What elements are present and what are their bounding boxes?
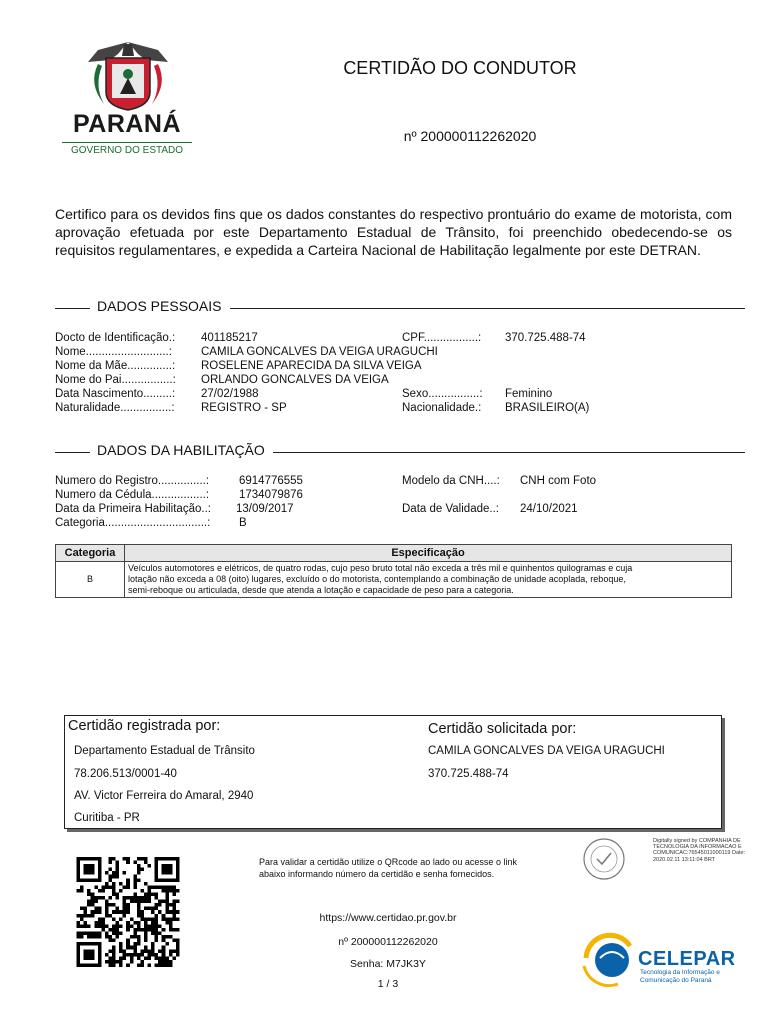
section-dados-habilitacao	[55, 442, 745, 462]
cpf-value: 370.725.488-74	[505, 332, 586, 344]
row-especificacao	[125, 562, 732, 598]
digital-signature-seal-icon	[582, 837, 626, 881]
naturalidade-label: Naturalidade................:	[55, 402, 175, 414]
footer-certificate-number: nº 200000112262020	[338, 936, 438, 948]
pai-value: ORLANDO GONCALVES DA VEIGA	[201, 374, 389, 386]
parana-coat-of-arms-icon	[58, 40, 198, 158]
nome-value: CAMILA GONCALVES DA VEIGA URAGUCHI	[201, 346, 438, 358]
section-dados-pessoais	[55, 298, 745, 318]
mae-label: Nome da Mãe..............:	[55, 360, 176, 372]
registro-label: Numero do Registro...............:	[55, 475, 210, 487]
registrada-line: 78.206.513/0001-40	[74, 768, 177, 780]
solicitada-line: CAMILA GONCALVES DA VEIGA URAGUCHI	[428, 745, 665, 757]
col-categoria-header: Categoria	[56, 545, 125, 562]
validation-instructions: Para validar a certidão utilize o QRcode ao lado ou acesse o link abaixo informando número da certidão e senha fornecidos.	[259, 857, 517, 879]
pai-label: Nome do Pai................:	[55, 374, 176, 386]
validade-label: Data de Validade..:	[402, 503, 499, 515]
cpf-label: CPF.................:	[402, 332, 482, 344]
primeira-habilitacao-label: Data da Primeira Habilitação..:	[55, 503, 211, 515]
registrada-line: Curitiba - PR	[74, 812, 140, 824]
password: Senha: M7JK3Y	[350, 958, 426, 970]
categoria-value: B	[239, 517, 247, 529]
naturalidade-value: REGISTRO - SP	[201, 402, 287, 414]
registrada-heading: Certidão registrada por:	[68, 718, 221, 734]
modelo-value: CNH com Foto	[520, 475, 597, 487]
celepar-logo-icon	[578, 928, 638, 988]
certificate-number: nº 200000112262020	[403, 128, 537, 144]
nome-label: Nome..........................:	[55, 346, 172, 358]
celepar-name: CELEPAR	[638, 948, 736, 970]
celepar-subtitle: Tecnologia da Informação e Comunicação do Paraná	[640, 969, 720, 984]
cedula-label: Numero da Cédula.................:	[55, 489, 210, 501]
registrada-line: AV. Victor Ferreira do Amaral, 2940	[74, 790, 254, 802]
nacionalidade-value: BRASILEIRO(A)	[505, 402, 590, 414]
modelo-label: Modelo da CNH....:	[402, 475, 500, 487]
qr-code-icon[interactable]	[76, 857, 180, 967]
cedula-value: 1734079876	[239, 489, 303, 501]
docto-label: Docto de Identificação.:	[55, 332, 176, 344]
validation-url[interactable]: https://www.certidao.pr.gov.br	[319, 912, 457, 924]
logo-subtitle: GOVERNO DO ESTADO	[62, 142, 192, 156]
row-categoria: B	[56, 562, 125, 598]
nascimento-value: 27/02/1988	[201, 388, 259, 400]
page-number: 1 / 3	[377, 978, 399, 990]
registration-box	[64, 715, 722, 829]
docto-value: 401185217	[201, 332, 258, 344]
section-heading: DADOS PESSOAIS	[97, 298, 222, 314]
registrada-line: Departamento Estadual de Trânsito	[74, 745, 255, 757]
digital-signature-text: Digitally signed by COMPANHIA DE TECNOLOGIA DA INFORMACAO E COMUNICAC:76545011000119 Date: 2020.02.11 13:11:04 BRT	[653, 838, 746, 863]
col-especificacao-header: Especificação	[125, 545, 732, 562]
validade-value: 24/10/2021	[520, 503, 578, 515]
primeira-habilitacao-value: 13/09/2017	[236, 503, 294, 515]
spec-line: Veículos automotores e elétricos, de quatro rodas, cujo peso bruto total não exceda a três mil e quinhentos quilogramas e cuja	[128, 563, 633, 573]
logo-state-name: PARANÁ	[72, 110, 182, 138]
sexo-label: Sexo................:	[402, 388, 483, 400]
solicitada-line: 370.725.488-74	[428, 768, 509, 780]
table-row	[56, 562, 732, 598]
spec-line: semi-reboque ou articulada, desde que atenda a lotação e capacidade de peso para a categoria.	[128, 585, 514, 595]
registro-value: 6914776555	[239, 475, 303, 487]
sexo-value: Feminino	[505, 388, 553, 400]
nascimento-label: Data Nascimento.........:	[55, 388, 176, 400]
document-title: CERTIDÃO DO CONDUTOR	[343, 58, 577, 78]
categoria-label: Categoria................................:	[55, 517, 211, 529]
category-spec-table	[55, 544, 732, 598]
nacionalidade-label: Nacionalidade.:	[402, 402, 482, 414]
mae-value: ROSELENE APARECIDA DA SILVA VEIGA	[201, 360, 422, 372]
intro-paragraph: Certifico para os devidos fins que os dados constantes do respectivo prontuário do exame de motorista, com aprovação efetuada por este Departamento Estadual de Trânsito, foi preenchido obedecendo-se os requisitos regulamentares, e expedida a Carteira Nacional de Habilitação legalmente por este DETRAN.	[55, 206, 732, 258]
section-heading: DADOS DA HABILITAÇÃO	[97, 442, 265, 458]
solicitada-heading: Certidão solicitada por:	[428, 721, 577, 737]
spec-line: lotação não exceda a 08 (oito) lugares, excluído o do motorista, contemplando a combinação de unidade acoplada, reboque,	[128, 574, 626, 584]
